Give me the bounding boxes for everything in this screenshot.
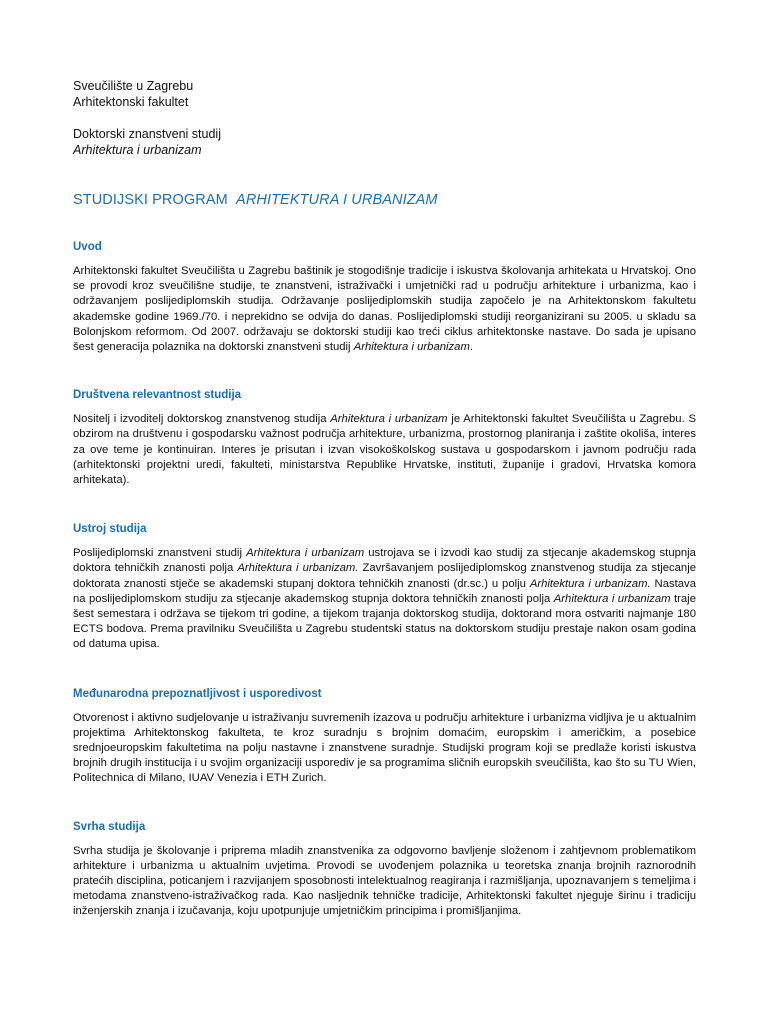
university-name: Sveučilište u Zagrebu <box>73 79 194 93</box>
ustroj-text-4: Nastava na poslijediplomskom studiju za stjecanje akademskog stupnja doktora tehničkih znanosti polja <box>73 577 696 605</box>
drustvena-text-2: je Arhitektonski fakultet Sveučilišta u Zagrebu. S obzirom na društvenu i gospodarsku važnost područja arhitekture, urbanizma, prostornog planiranja i zaštite okoliša, interes za ove teme je kontinuiran. Interes je prisutan i izvan visokoškolskog sustava u gospodarskom i javnom području rada (arhitektonski projektni uredi, fakulteti, ministarstva Republike Hrvatske, instituti, županije i gradovi, Hrvatska komora arhitekata). <box>73 413 696 487</box>
faculty-name: Arhitektonski fakultet <box>73 95 189 109</box>
program-title-prefix: STUDIJSKI PROGRAM <box>73 192 228 208</box>
ustroj-text-2: ustrojava se i izvodi kao studij za stjecanje akademskog stupnja doktora tehničkih znanosti polja <box>73 547 696 575</box>
ustroj-italic-3: Arhitektura i urbanizam. <box>529 577 651 590</box>
section-heading-svrha: Svrha studija <box>73 820 146 833</box>
uvod-italic-1: Arhitektura i urbanizam <box>353 341 470 354</box>
ustroj-text-3: Završavanjem poslijediplomskog znanstvenog studija za stjecanje doktorata znanosti stječe se akademski stupanj doktora tehničkih znanosti (dr.sc.) u polju <box>73 562 697 590</box>
ustroj-italic-2: Arhitektura i urbanizam. <box>237 562 359 575</box>
ustroj-text-5: traje šest semestara i održava se tijekom tri godine, a tijekom trajanja doktorskog studija, doktorand mora ostvariti najmanje 180 ECTS bodova. Prema pravilniku Sveučilišta u Zagrebu studentski status na doktorskom studiju prestaje nakon osam godina od datuma upisa. <box>73 592 696 651</box>
program-title <box>73 191 696 209</box>
section-body-svrha: Svrha studija je školovanje i priprema mladih znanstvenika za odgovorno bavljenje složenom i zahtjevnom problematikom arhitekture i urbanizma u aktualnim uvjetima. Provodi se uvođenjem polaznika u teoretska znanja brojnih raznorodnih pratećih disciplina, poticanjem i razvijanjem sposobnosti intelektualnog reagiranja i razmišljanja, upoznavanjem s temeljima i metodama znanstveno-istraživačkog rada. Kao nasljednik tehničke tradicije, Arhitektonski fakultet njeguje širinu i tradiciju inženjerskih znanja i izučavanja, koju upotpunjuje umjetničkim principima i promišljanjima. <box>73 844 696 918</box>
document-page <box>73 78 696 920</box>
section-body-drustvena <box>73 412 696 488</box>
study-name: Arhitektura i urbanizam <box>73 143 202 157</box>
ustroj-text-1: Poslijediplomski znanstveni studij <box>73 547 247 560</box>
drustvena-text-1: Nositelj i izvoditelj doktorskog znanstvenog studija <box>73 413 331 426</box>
section-body-ustroj <box>73 546 696 652</box>
section-body-uvod <box>73 264 696 355</box>
uvod-text-1: Arhitektonski fakultet Sveučilišta u Zagrebu baštinik je stogodišnje tradicije i iskustva školovanja arhitekata u Hrvatskoj. Ono se provodi kroz sveučilišne studije, te znanstveni, istraživački i umjetnički rad u području arhitekture i urbanizma, kao i održavanjem poslijediplomskih studija. Održavanje poslijediplomskih studija započelo je na Arhitektonskom fakultetu akademske godine 1969./70. i neprekidno se odvija do danas. Poslijediplomski studiji reorganizirani su 2005. u skladu sa Bolonjskom reformom. Od 2007. održavaju se doktorski studiji kao treći ciklus arhitektonske nastave. Do sada je upisano šest generacija polaznika na doktorski znanstveni studij <box>73 265 696 354</box>
ustroj-italic-1: Arhitektura i urbanizam <box>246 547 365 560</box>
program-title-name: ARHITEKTURA I URBANIZAM <box>236 192 438 208</box>
drustvena-italic-1: Arhitektura i urbanizam <box>330 413 448 426</box>
header-spacer <box>73 110 696 126</box>
section-heading-medunarodna: Međunarodna prepoznatljivost i usporedivost <box>73 687 322 700</box>
uvod-text-2: . <box>469 341 474 354</box>
section-body-medunarodna: Otvorenost i aktivno sudjelovanje u istraživanju suvremenih izazova u području arhitekture i urbanizma vidljiva je u aktualnim projektima Arhitektonskog fakulteta, te kroz suradnju s brojnim domaćim, europskim i američkim, a posebice srednjoeuropskim fakultetima na polju nastavne i znanstvene suradnje. Studijski program koji se predlaže koristi iskustva brojnih drugih institucija i u svojim organizaciji usporediv je sa programima sličnih europskih sveučilišta, kao što su TU Wien, Politechnica di Milano, IUAV Venezia i ETH Zurich. <box>73 711 696 785</box>
section-heading-ustroj: Ustroj studija <box>73 523 147 536</box>
study-type: Doktorski znanstveni studij <box>73 127 221 141</box>
section-heading-uvod: Uvod <box>73 241 102 253</box>
section-heading-drustvena: Društvena relevantnost studija <box>73 389 242 402</box>
ustroj-italic-4: Arhitektura i urbanizam <box>553 592 671 605</box>
